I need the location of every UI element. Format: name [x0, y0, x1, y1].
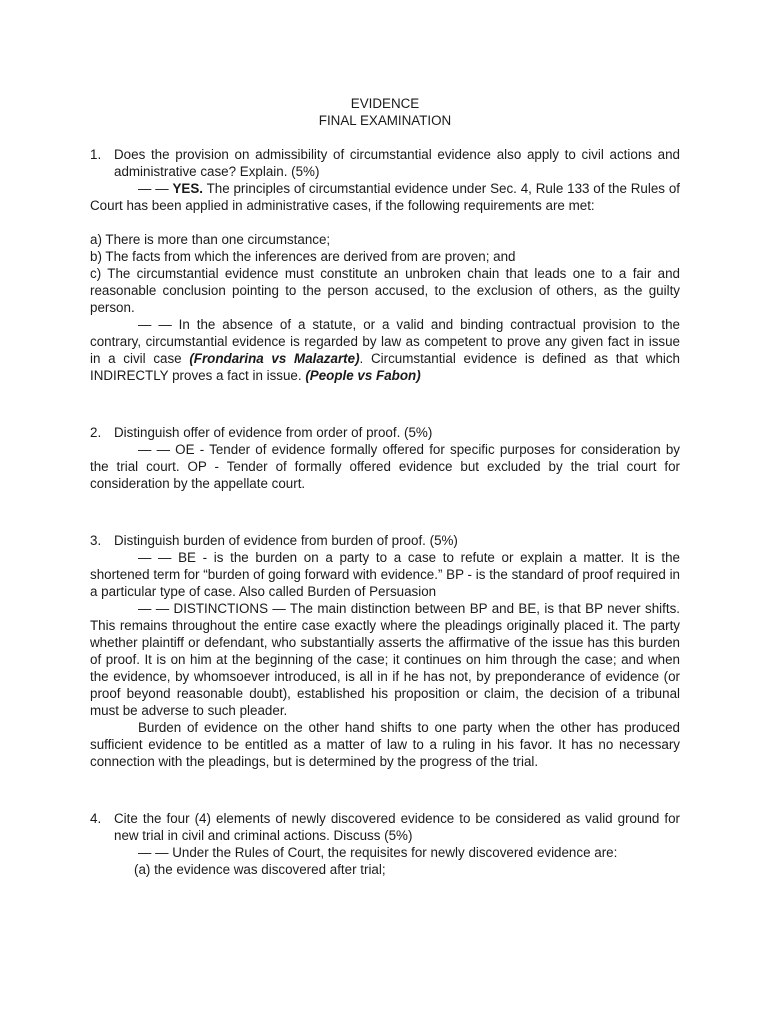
answer-text: In the absence of a statute, or a valid and binding contractual provision to the contrary, circumstantial evidence is regarded by law as competent to prove any given fact in issue in a civil case [90, 317, 680, 366]
case-citation: (Frondarina vs Malazarte) [189, 351, 360, 366]
question-1 [90, 146, 680, 180]
answer-3-paragraph-3: Burden of evidence on the other hand shifts to one party when the other has produced sufficient evidence to be entitled as a matter of law to a ruling in his favor. It has no necessary connection with the pleadings, but is determined by the progress of the trial. [90, 720, 680, 769]
question-number: 1. [90, 147, 102, 162]
requirement-c: c) The circumstantial evidence must constitute an unbroken chain that leads one to a fair and reasonable conclusion pointing to the person accused, to the exclusion of others, as the guilty person. [90, 266, 680, 315]
answer-dash: — — [138, 181, 173, 196]
question-number: 3. [90, 533, 102, 548]
document-body [90, 95, 680, 878]
question-text: Does the provision on admissibility of circumstantial evidence also apply to civil actions and administrative case? Explain. (5%) [114, 147, 680, 179]
requirement-b: b) The facts from which the inferences are derived from are proven; and [90, 249, 516, 264]
document-title: EVIDENCE [350, 96, 420, 111]
case-citation: (People vs Fabon) [305, 368, 421, 383]
requirement-a: a) There is more than one circumstance; [90, 232, 331, 247]
question-2 [90, 424, 680, 441]
answer-dash: — — [138, 317, 179, 332]
spacer [90, 129, 680, 146]
document-subtitle: FINAL EXAMINATION [318, 113, 452, 128]
answer-3-paragraph-2: — — DISTINCTIONS — The main distinction between BP and BE, is that BP never shifts. This remains throughout the entire case exactly where the pleadings originally placed it. The party whether plaintiff or defendant, who substantially asserts the affirmative of the issue has this burden of proof. It is on him at the beginning of the case; it continues on him through the case; and when the evidence, by whomsoever introduced, is all in if he has not, by preponderance of evidence (or proof beyond reasonable doubt), established his proposition or claim, the decision of a tribunal must be adverse to such pleader. [90, 601, 680, 718]
question-number: 4. [90, 811, 102, 826]
answer-3-paragraph-1: — — BE - is the burden on a party to a case to refute or explain a matter. It is the shortened term for “burden of going forward with evidence.” BP - is the standard of proof required in a particular type of case. Also called Burden of Persuasion [90, 550, 680, 599]
question-text: Distinguish burden of evidence from burden of proof. (5%) [114, 533, 458, 548]
question-4 [90, 810, 680, 844]
answer-yes: YES. [172, 181, 203, 196]
question-3 [90, 532, 680, 549]
answer-text: . Circumstantial evidence is defined as that which INDIRECTLY proves a fact in issue. [90, 351, 681, 383]
answer-2-paragraph: — — OE - Tender of evidence formally offered for specific purposes for consideration by the trial court. OP - Tender of formally offered evidence but excluded by the trial court for consideration by the appellate court. [90, 442, 680, 491]
answer-text: The principles of circumstantial evidence under Sec. 4, Rule 133 of the Rules of Court has been applied in administrative cases, if the following requirements are met: [90, 181, 680, 213]
question-number: 2. [90, 425, 102, 440]
question-text: Distinguish offer of evidence from order of proof. (5%) [114, 425, 433, 440]
question-text: Cite the four (4) elements of newly discovered evidence to be considered as valid ground for new trial in civil and criminal actions. Discuss (5%) [114, 811, 680, 843]
answer-1-paragraph [90, 180, 680, 214]
requisite-a: (a) the evidence was discovered after trial; [134, 862, 386, 877]
answer-1-paragraph-2 [90, 316, 680, 384]
answer-4-intro: — — Under the Rules of Court, the requisites for newly discovered evidence are: [138, 845, 618, 860]
